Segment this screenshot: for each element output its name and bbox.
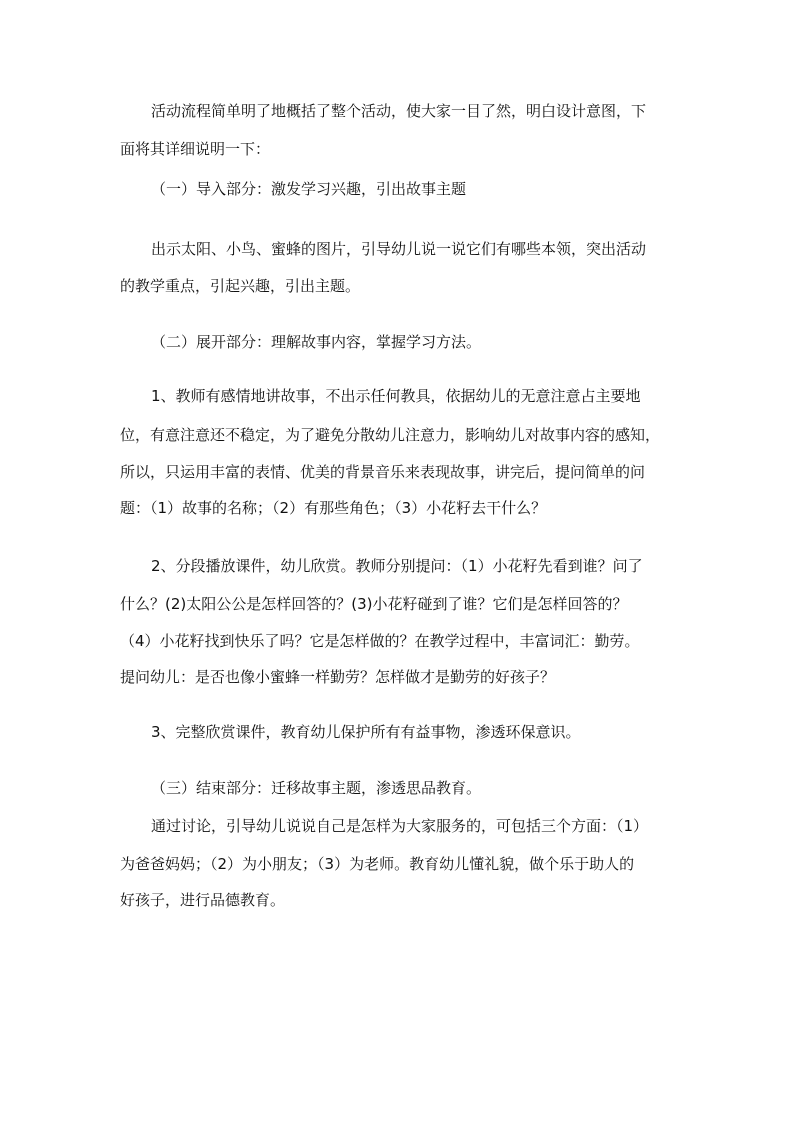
text-line: 好孩子，进行品德教育。 [120, 891, 286, 909]
text-line: 所以，只运用丰富的表情、优美的背景音乐来表现故事，讲完后，提问简单的问 [120, 463, 646, 481]
section-heading: （三）结束部分：迁移故事主题，渗透思品教育。 [151, 779, 482, 797]
text-line: 面将其详细说明一下： [120, 140, 271, 158]
text-line: 什么？(2)太阳公公是怎样回答的？(3)小花籽碰到了谁？它们是怎样回答的？ [120, 595, 628, 613]
text-line: 的教学重点，引起兴趣，引出主题。 [120, 277, 361, 295]
text-line: 提问幼儿：是否也像小蜜蜂一样勤劳？怎样做才是勤劳的好孩子？ [120, 668, 556, 686]
text-line: （4）小花籽找到快乐了吗？它是怎样做的？在教学过程中，丰富词汇：勤劳。 [120, 632, 640, 650]
text-line: 2、分段播放课件，幼儿欣赏。教师分别提问：（1）小花籽先看到谁？问了 [151, 557, 643, 575]
text-line: 位，有意注意还不稳定，为了避免分散幼儿注意力，影响幼儿对故事内容的感知， [120, 426, 661, 444]
text-line: 活动流程简单明了地概括了整个活动，使大家一目了然，明白设计意图，下 [151, 102, 647, 120]
text-line: 为爸爸妈妈；（2）为小朋友；（3）为老师。教育幼儿懂礼貌，做个乐于助人的 [120, 855, 635, 873]
section-heading: （二）展开部分：理解故事内容，掌握学习方法。 [151, 333, 482, 351]
text-line: 1、教师有感情地讲故事，不出示任何教具，依据幼儿的无意注意占主要地 [151, 387, 641, 405]
text-line: 题：（1）故事的名称；（2）有那些角色；（3）小花籽去干什么？ [120, 499, 547, 517]
text-line: 出示太阳、小鸟、蜜蜂的图片，引导幼儿说一说它们有哪些本领，突出活动 [151, 240, 647, 258]
section-heading: （一）导入部分：激发学习兴趣，引出故事主题 [151, 180, 467, 198]
text-line: 3、完整欣赏课件，教育幼儿保护所有有益事物，渗透环保意识。 [151, 723, 581, 741]
text-line: 通过讨论，引导幼儿说说自己是怎样为大家服务的，可包括三个方面：（1） [151, 817, 649, 835]
